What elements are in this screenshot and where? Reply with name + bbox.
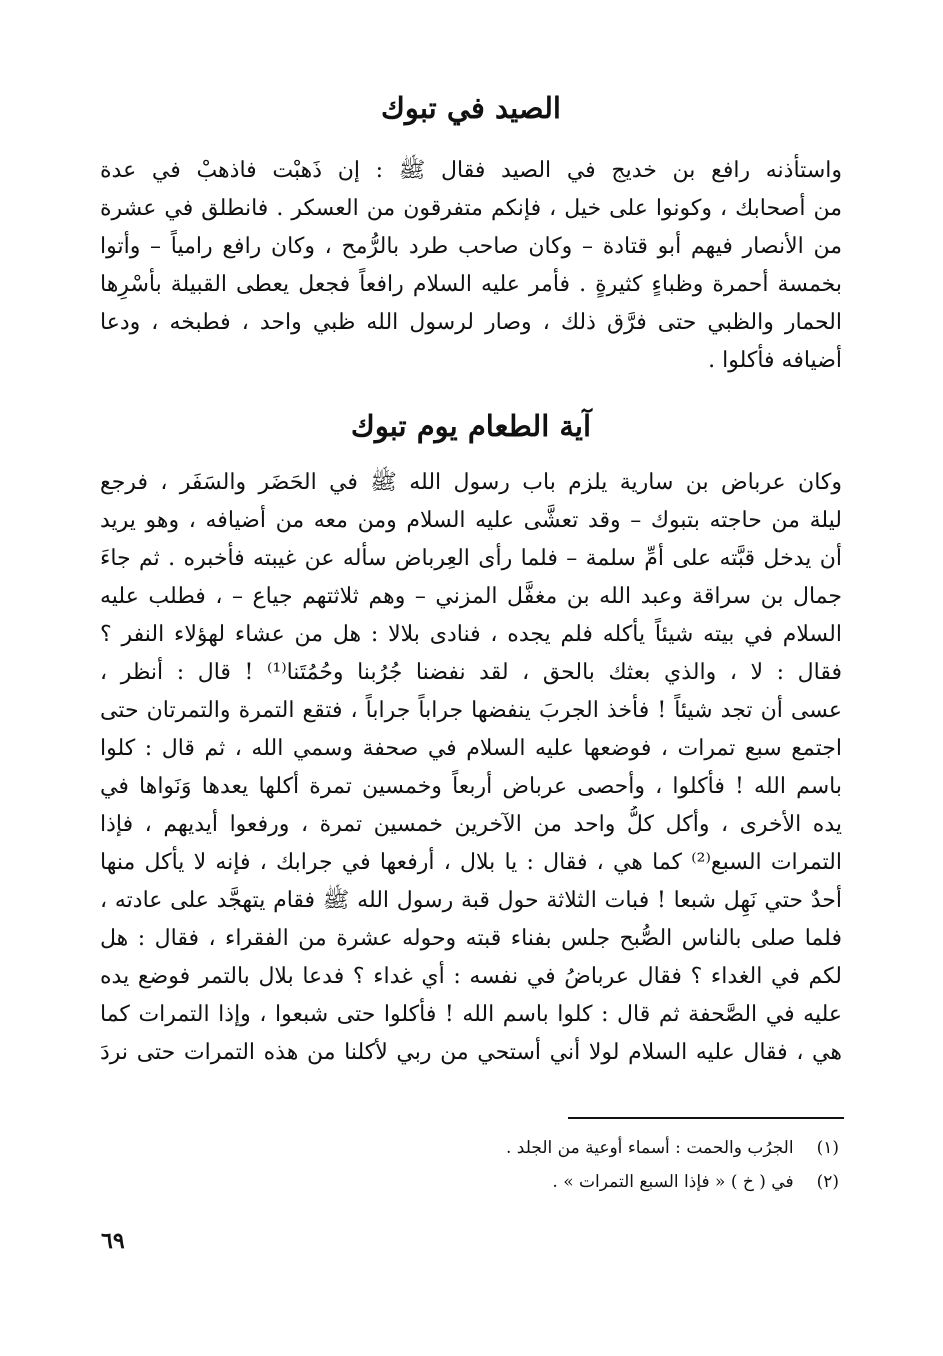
text-line: لكم في الغداء ؟ فقال عرباضُ في نفسه : أي غداء ؟ فدعا بلال بالتمر فوضع يده [100,964,842,989]
paragraph-hunting [100,152,842,380]
text-line: أن يدخل قبَّته على أمِّ سلمة – فلما رأى العِرباض سأله عن غيبته فأخبره . ثم جاءَ [100,546,842,571]
footnote-separator [568,1117,844,1119]
text-line: أحدٌ حتي نَهِل شبعا ! فبات الثلاثة حول قبة رسول الله ﷺ فقام يتهجَّد على عادته ، [100,888,842,913]
footnote-text: في ( خ ) « فإذا السبع التمرات » . [552,1172,794,1192]
text-line: باسم الله ! فأكلوا ، وأحصى عرباض أربعاً وخمسين تمرة أكلها يعدها وَنَواها في [100,774,842,799]
paragraph-food-sign [100,464,842,1072]
text-line: الحمار والظبي حتى فرَّق ذلك ، وصار لرسول الله ظبي واحد ، فطبخه ، ودعا [100,310,842,335]
text-line: جمال بن سراقة وعبد الله بن مغفَّل المزني – وهم ثلاثتهم جياع – ، فطلب عليه [100,584,842,609]
text-line: التمرات السبع⁽²⁾ كما هي ، فقال : يا بلال ، أرفعها في جرابك ، فإنه لا يأكل منها [100,850,842,875]
text-line: هي ، فقال عليه السلام لولا أني أستحي من ربي لأكلنا من هذه التمرات حتى نردَ [100,1040,842,1065]
footnote-number: (١) [816,1138,839,1158]
text-line: واستأذنه رافع بن خديج في الصيد فقال ﷺ : إن ذَهبْت فاذهبْ في عدة [100,158,842,183]
text-line: من الأنصار فيهم أبو قتادة – وكان صاحب طرد بالرُّمح ، وكان رافع رامياً – وأتوا [100,234,842,259]
text-line: وكان عرباض بن سارية يلزم باب رسول الله ﷺ في الحَضَر والسَفَر ، فرجع [100,470,842,495]
footnote-number: (٢) [816,1172,839,1192]
text-line: اجتمع سبع تمرات ، فوضعها عليه السلام في صحفة وسمي الله ، ثم قال : كلوا [100,736,842,761]
footnote-text: الجرُب والحمت : أسماء أوعية من الجلد . [506,1138,794,1158]
section-title-hunting: الصيد في تبوك [381,91,561,125]
page-number: ٦٩ [101,1228,125,1254]
text-line: السلام في بيته شيئاً يأكله فلم يجده ، فنادى بلالا : هل من عشاء لهؤلاء النفر ؟ [100,622,842,647]
footnotes [239,1131,839,1199]
text-line: فلما صلى بالناس الصُّبح جلس بفناء قبته وحوله عشرة من الفقراء ، فقال : هل [100,926,842,951]
text-line: أضيافه فأكلوا . [708,348,842,373]
text-line: بخمسة أحمرة وظباءٍ كثيرةٍ . فأمر عليه السلام رافعاً فجعل يعطى القبيلة بأسْرِها [100,272,842,297]
text-line: من أصحابك ، وكونوا على خيل ، فإنكم متفرقون من العسكر . فانطلق في عشرة [100,196,842,221]
text-line: ليلة من حاجته بتبوك – وقد تعشَّى عليه السلام ومن معه من أضيافه ، وهو يريد [100,508,842,533]
text-line: عسى أن تجد شيئاً ! فأخذ الجربَ ينفضها جراباً جراباً ، فتقع التمرة والتمرتان حتى [100,698,842,723]
footnote-1 [239,1131,839,1165]
text-line: فقال : لا ، والذي بعثك بالحق ، لقد نفضنا جُرُبنا وحُمُتَنا⁽¹⁾ ! قال : أنظر ، [100,660,842,685]
footnote-2 [239,1165,839,1199]
text-line: يده الأخرى ، وأكل كلُّ واحد من الآخرين خمسين تمرة ، ورفعوا أيديهم ، فإذا [100,812,842,837]
section-title-food-sign: آية الطعام يوم تبوك [350,409,592,443]
text-line: عليه في الصَّحفة ثم قال : كلوا باسم الله ! فأكلوا حتى شبعوا ، وإذا التمرات كما [100,1002,842,1027]
page-body [100,78,842,1072]
